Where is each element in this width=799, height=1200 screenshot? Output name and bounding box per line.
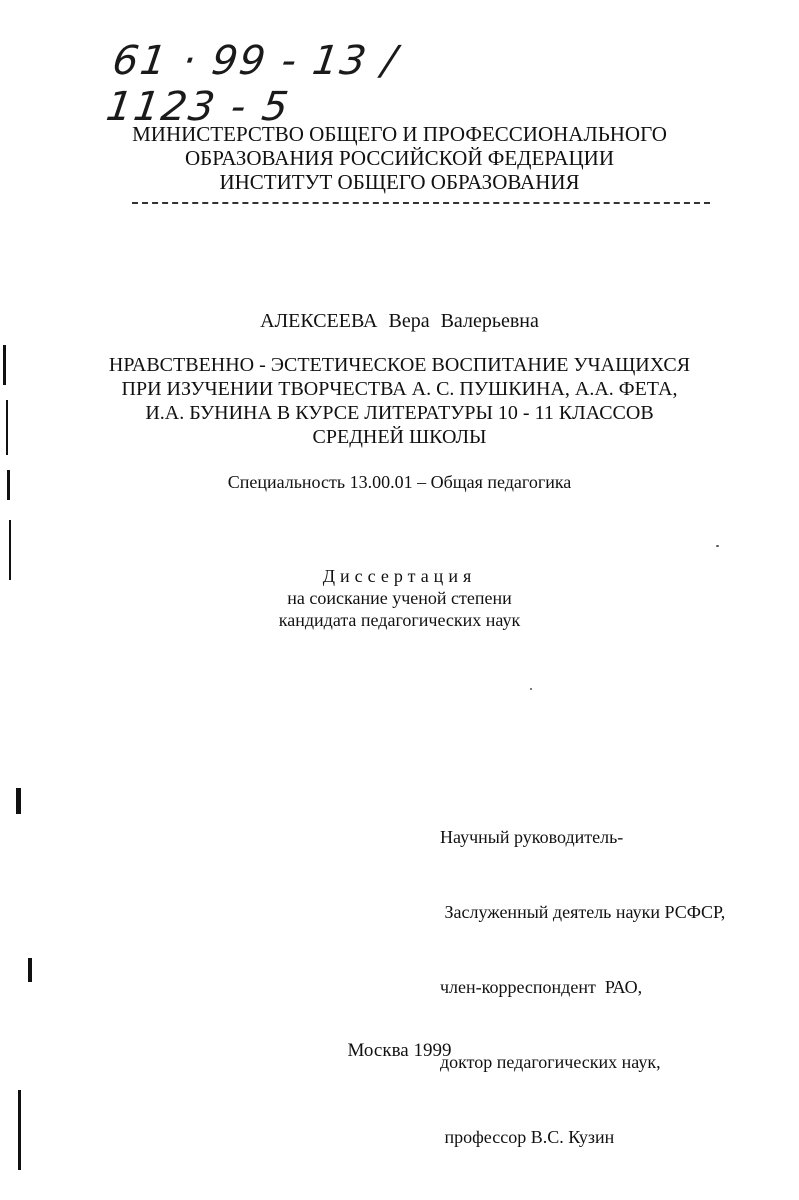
ministry-line-1: МИНИСТЕРСТВО ОБЩЕГО И ПРОФЕССИОНАЛЬНОГО bbox=[132, 122, 667, 146]
dissertation-title bbox=[0, 353, 799, 449]
supervisor-line-5: профессор В.С. Кузин bbox=[440, 1127, 615, 1147]
dissertation-heading: Диссертация bbox=[322, 566, 477, 586]
degree-line-2: кандидата педагогических наук bbox=[278, 610, 521, 630]
city-year: Москва 1999 bbox=[347, 1040, 452, 1061]
institute-line: ИНСТИТУТ ОБЩЕГО ОБРАЗОВАНИЯ bbox=[219, 170, 580, 194]
supervisor-line-1: Научный руководитель- bbox=[440, 827, 624, 847]
title-line-2: ПРИ ИЗУЧЕНИИ ТВОРЧЕСТВА А. С. ПУШКИНА, А.А. ФЕТА, bbox=[121, 378, 678, 400]
handwritten-catalog-code: 61 · 99 - 13 / 1123 - 5 bbox=[103, 38, 402, 130]
dashed-divider bbox=[132, 202, 710, 204]
title-line-1: НРАВСТВЕННО - ЭСТЕТИЧЕСКОЕ ВОСПИТАНИЕ УЧАЩИХСЯ bbox=[108, 354, 691, 376]
degree-line-1: на соискание ученой степени bbox=[287, 588, 512, 608]
ministry-header bbox=[0, 122, 799, 194]
supervisor-block bbox=[440, 775, 725, 1200]
specialty-line: Специальность 13.00.01 – Общая педагогика bbox=[227, 472, 572, 492]
scan-speck bbox=[530, 688, 532, 690]
author-name: АЛЕКСЕЕВА Вера Валерьевна bbox=[260, 310, 539, 332]
ministry-line-2: ОБРАЗОВАНИЯ РОССИЙСКОЙ ФЕДЕРАЦИИ bbox=[185, 146, 614, 170]
supervisor-line-3: член-корреспондент РАО, bbox=[440, 977, 643, 997]
supervisor-line-2: Заслуженный деятель науки РСФСР, bbox=[440, 902, 726, 922]
title-line-3: И.А. БУНИНА В КУРСЕ ЛИТЕРАТУРЫ 10 - 11 КЛАССОВ bbox=[145, 402, 654, 424]
dissertation-block bbox=[0, 565, 799, 631]
supervisor-line-4: доктор педагогических наук, bbox=[440, 1052, 661, 1072]
scan-speck bbox=[716, 545, 719, 547]
title-line-4: СРЕДНЕЙ ШКОЛЫ bbox=[312, 426, 487, 448]
